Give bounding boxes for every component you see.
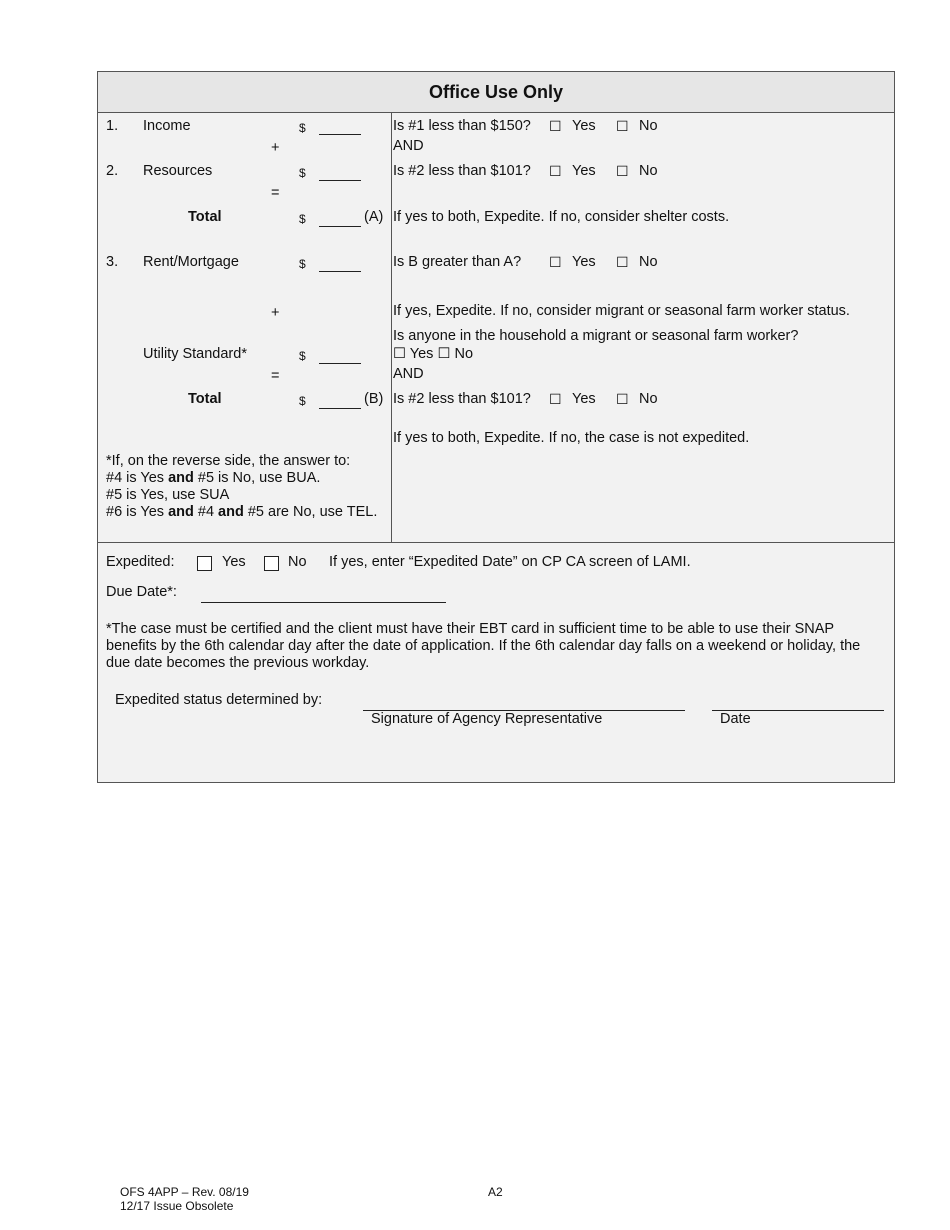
expedited-no-label: No (288, 554, 307, 570)
rule-a-text: If yes to both, Expedite. If no, consider shelter costs. (393, 209, 730, 225)
form-revision: OFS 4APP – Rev. 08/19 (120, 1185, 249, 1199)
utility-standard-label: Utility Standard* (143, 346, 247, 362)
q5-no-checkbox[interactable]: ☐ (616, 391, 629, 407)
office-use-form (97, 71, 895, 783)
utility-currency: $ (299, 349, 306, 363)
column-divider (391, 113, 392, 542)
rent-currency: $ (299, 257, 306, 271)
reverse-side-note (106, 453, 378, 521)
total-a-currency: $ (299, 212, 306, 226)
item-number-1: 1. (106, 118, 119, 134)
question-5: Is #2 less than $101? (393, 391, 531, 407)
certification-note: *The case must be certified and the client must have their EBT card in sufficient time to be able to use their SNAP benefits by the 6th calendar day after the date of application. If the 6th calendar day falls on a weekend or holiday, the due date becomes the previous workday. (106, 621, 861, 671)
utility-input-line[interactable] (319, 363, 361, 364)
q3-no-label: No (639, 254, 658, 270)
note-line-4-c: #5 are No, use TEL. (243, 504, 378, 520)
resources-currency: $ (299, 166, 306, 180)
obsolete-note: 12/17 Issue Obsolete (120, 1199, 234, 1213)
equals-sign-2: = (271, 368, 280, 384)
note-line-2-and: and (168, 470, 194, 486)
rent-mortgage-label: Rent/Mortgage (143, 254, 239, 270)
note-line-4-and-1: and (168, 504, 194, 520)
q3-yes-label: Yes (572, 254, 596, 270)
note-line-1: *If, on the reverse side, the answer to: (106, 453, 351, 469)
q1-no-checkbox[interactable]: ☐ (616, 118, 629, 134)
note-line-4 (106, 504, 378, 521)
total-b-input-line[interactable] (319, 408, 361, 409)
note-line-3: #5 is Yes, use SUA (106, 487, 230, 503)
due-date-input-line[interactable] (201, 602, 446, 603)
q1-no-label: No (639, 118, 658, 134)
item-number-2: 2. (106, 163, 119, 179)
note-line-2-a: #4 is Yes (106, 470, 169, 486)
form-title: Office Use Only (98, 72, 894, 113)
total-b-currency: $ (299, 394, 306, 408)
note-line-2 (106, 470, 378, 487)
income-label: Income (143, 118, 191, 134)
plus-sign-2: + (271, 305, 280, 321)
question-3: Is B greater than A? (393, 254, 522, 270)
total-b-suffix: (B) (364, 391, 384, 407)
q1-yes-label: Yes (572, 118, 596, 134)
q3-yes-checkbox[interactable]: ☐ (549, 254, 562, 270)
q1-yes-checkbox[interactable]: ☐ (549, 118, 562, 134)
question-2: Is #2 less than $101? (393, 163, 531, 179)
q2-yes-label: Yes (572, 163, 596, 179)
q2-no-label: No (639, 163, 658, 179)
signature-label: Signature of Agency Representative (371, 711, 603, 727)
note-line-2-b: #5 is No, use BUA. (193, 470, 321, 486)
q5-yes-label: Yes (572, 391, 596, 407)
question-1: Is #1 less than $150? (393, 118, 531, 134)
q2-yes-checkbox[interactable]: ☐ (549, 163, 562, 179)
and-label-2: AND (393, 366, 424, 382)
plus-sign-1: + (271, 140, 280, 156)
resources-label: Resources (143, 163, 213, 179)
equals-sign-1: = (271, 185, 280, 201)
q3-no-checkbox[interactable]: ☐ (616, 254, 629, 270)
footer-form-info (120, 1185, 249, 1213)
total-a-label: Total (188, 209, 222, 225)
expedited-label: Expedited: (106, 554, 175, 570)
rent-input-line[interactable] (319, 271, 361, 272)
question-4: Is anyone in the household a migrant or seasonal farm worker? (393, 328, 799, 344)
rule-c-text: If yes to both, Expedite. If no, the case is not expedited. (393, 430, 750, 446)
determined-by-label: Expedited status determined by: (115, 692, 323, 708)
expedited-no-checkbox[interactable] (264, 556, 279, 571)
income-input-line[interactable] (319, 134, 361, 135)
note-line-4-and-2: and (218, 504, 244, 520)
and-label-1: AND (393, 138, 424, 154)
item-number-3: 3. (106, 254, 119, 270)
total-a-input-line[interactable] (319, 226, 361, 227)
q2-no-checkbox[interactable]: ☐ (616, 163, 629, 179)
total-b-label: Total (188, 391, 222, 407)
note-line-4-b: #4 (193, 504, 219, 520)
total-a-suffix: (A) (364, 209, 384, 225)
q5-yes-checkbox[interactable]: ☐ (549, 391, 562, 407)
expedited-yes-checkbox[interactable] (197, 556, 212, 571)
expedited-instruction: If yes, enter “Expedited Date” on CP CA screen of LAMI. (329, 554, 691, 570)
section-divider (98, 542, 894, 543)
note-line-4-a: #6 is Yes (106, 504, 169, 520)
income-currency: $ (299, 121, 306, 135)
q5-no-label: No (639, 391, 658, 407)
resources-input-line[interactable] (319, 180, 361, 181)
date-label: Date (720, 711, 751, 727)
due-date-label: Due Date*: (106, 584, 177, 600)
page-number: A2 (488, 1185, 503, 1199)
q4-options[interactable]: ☐ Yes ☐ No (393, 346, 474, 362)
rule-b-text: If yes, Expedite. If no, consider migrant or seasonal farm worker status. (393, 303, 850, 319)
expedited-yes-label: Yes (222, 554, 246, 570)
